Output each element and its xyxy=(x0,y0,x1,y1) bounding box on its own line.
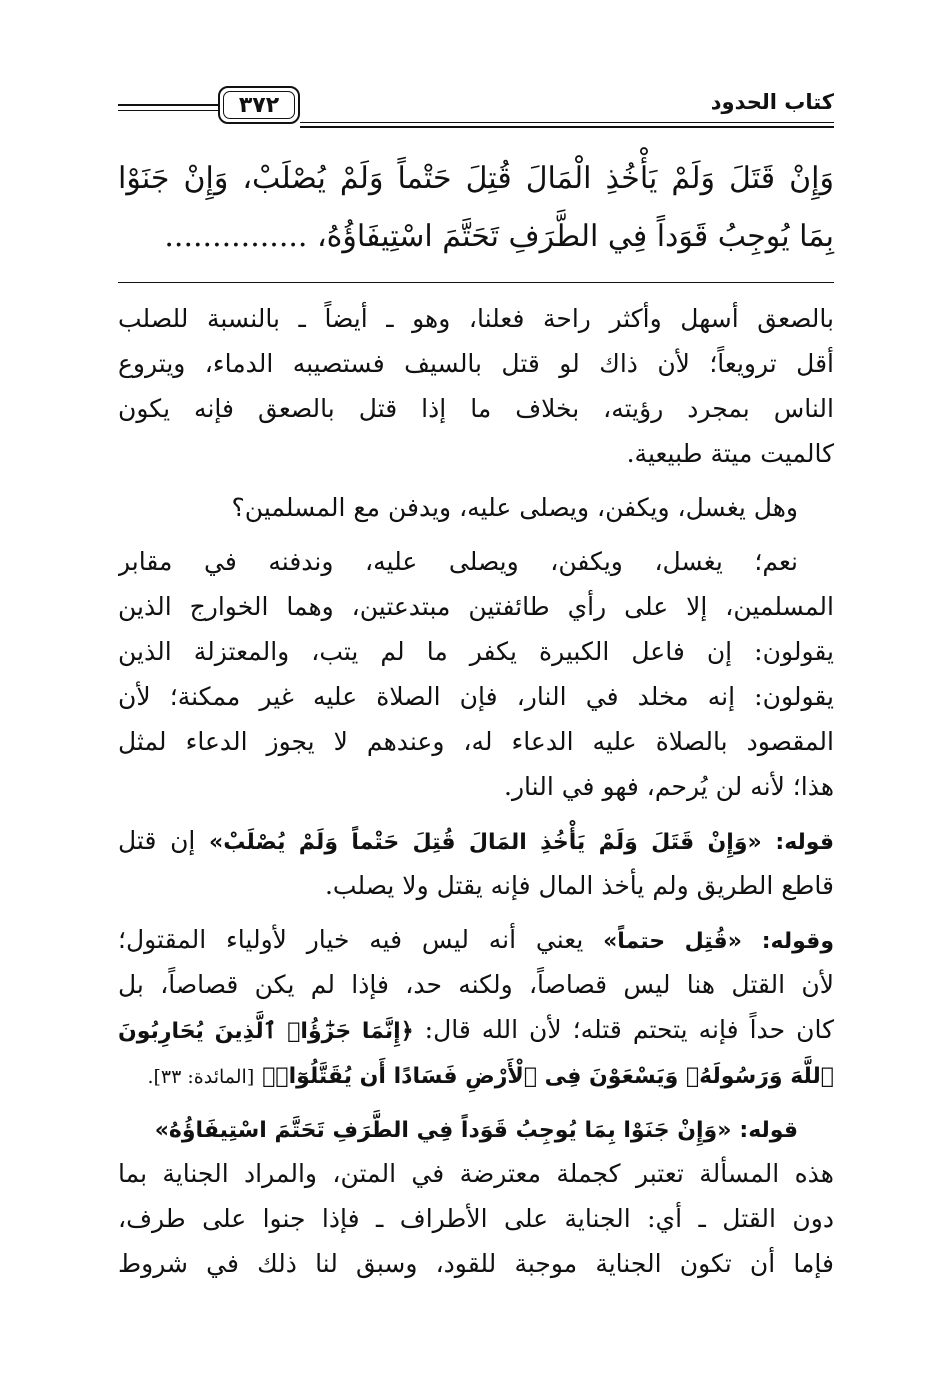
text-line: المقصود بالصلاة عليه الدعاء له، وعندهم لا يجوز الدعاء لمثل xyxy=(118,727,834,756)
text-line: يقولون: إنه مخلد في النار، فإن الصلاة عليه غير ممكنة؛ لأن xyxy=(118,682,834,711)
text-line: كالميت ميتة طبيعية. xyxy=(626,439,834,468)
quote-label: وقوله: xyxy=(761,929,834,954)
matn-text xyxy=(118,150,834,266)
paragraph xyxy=(118,485,834,530)
text-line: هذه المسألة تعتبر كجملة معترضة في المتن، والمراد الجناية بما xyxy=(118,1159,834,1188)
header-rule-left xyxy=(118,104,218,111)
text-line: نعم؛ يغسل، ويكفن، ويصلى عليه، وندفنه في مقابر xyxy=(118,547,798,576)
header-rule-right xyxy=(300,122,834,128)
verse-reference: [المائدة: ٣٣]. xyxy=(147,1066,255,1088)
text-line xyxy=(118,917,834,962)
question-line: وهل يغسل، ويكفن، ويصلى عليه، ويدفن مع المسلمين؟ xyxy=(231,493,798,522)
text-line: دون القتل ـ أي: الجناية على الأطراف ـ فإذا جنوا على طرف، xyxy=(118,1204,834,1233)
quote-label: قوله: xyxy=(775,830,834,855)
text-span: يعني أنه ليس فيه خيار لأولياء المقتول؛ xyxy=(118,925,584,954)
text-line: فإما أن تكون الجناية موجبة للقود، وسبق لنا ذلك في شروط xyxy=(118,1249,834,1278)
matn-line: وَإِنْ قَتَلَ وَلَمْ يَأْخُذِ الْمَالَ قُتِلَ حَتْماً وَلَمْ يُصْلَبْ، وَإِنْ جَنَوْا xyxy=(118,161,834,196)
running-header xyxy=(118,84,834,136)
text-span: إن قتل xyxy=(118,826,196,855)
book-title: كتاب الحدود xyxy=(710,90,834,114)
matn-separator xyxy=(118,282,834,283)
matn-quote: «قُتِل حتماً» xyxy=(603,929,742,954)
paragraph xyxy=(118,296,834,476)
text-line: المسلمين، إلا على رأي طائفتين مبتدعتين، وهما الخوارج الذين xyxy=(118,592,834,621)
text-line: يقولون: إن فاعل الكبيرة يكفر ما لم يتب، والمعتزلة الذين xyxy=(118,637,834,666)
matn-quote: «وَإِنْ قَتَلَ وَلَمْ يَأْخُذِ المَالَ قُتِلَ حَتْماً وَلَمْ يُصْلَبْ» xyxy=(209,830,762,855)
text-line xyxy=(118,818,834,863)
commentary-text xyxy=(118,296,834,1286)
text-line: أقل ترويعاً؛ لأن ذاك لو قتل بالسيف فستصيبه الدماء، ويتروع xyxy=(118,349,834,378)
text-line: بالصعق أسهل وأكثر راحة فعلنا، وهو ـ أيضاً ـ بالنسبة للصلب xyxy=(118,304,834,333)
text-line xyxy=(118,1052,834,1097)
text-line xyxy=(118,1007,834,1052)
paragraph xyxy=(118,818,834,908)
matn-line: بِمَا يُوجِبُ قَوَداً فِي الطَّرَفِ تَحَتَّمَ اسْتِيفَاؤُهُ، ............... xyxy=(164,219,834,254)
matn-quote: «وَإِنْ جَنَوْا بِمَا يُوجِبُ قَوَداً فِي الطَّرَفِ تَحَتَّمَ اسْتِيفَاؤُهُ» xyxy=(154,1118,732,1143)
quran-verse: ٱللَّهَ وَرَسُولَهُۥ وَيَسْعَوْنَ فِى ٱلْأَرْضِ فَسَادًا أَن يُقَتَّلُوٓا۟﴾ xyxy=(262,1064,834,1089)
text-span: كان حداً فإنه يتحتم قتله؛ لأن الله قال: xyxy=(424,1015,834,1044)
paragraph xyxy=(118,1106,834,1286)
quote-label: قوله: xyxy=(739,1118,798,1143)
paragraph xyxy=(118,917,834,1097)
text-line: لأن القتل هنا ليس قصاصاً، ولكنه حد، فإذا لم يكن قصاصاً، بل xyxy=(118,970,834,999)
page-number: ٣٧٢ xyxy=(218,86,300,124)
text-line: الناس بمجرد رؤيته، بخلاف ما إذا قتل بالصعق فإنه يكون xyxy=(118,394,834,423)
text-line xyxy=(118,1106,834,1151)
quran-verse: ﴿إِنَّمَا جَزَٰٓؤُا۟ ٱلَّذِينَ يُحَارِبُونَ xyxy=(118,1019,414,1044)
text-line: هذا؛ لأنه لن يُرحم، فهو في النار. xyxy=(504,772,834,801)
paragraph xyxy=(118,539,834,809)
text-line: قاطع الطريق ولم يأخذ المال فإنه يقتل ولا يصلب. xyxy=(324,871,834,900)
